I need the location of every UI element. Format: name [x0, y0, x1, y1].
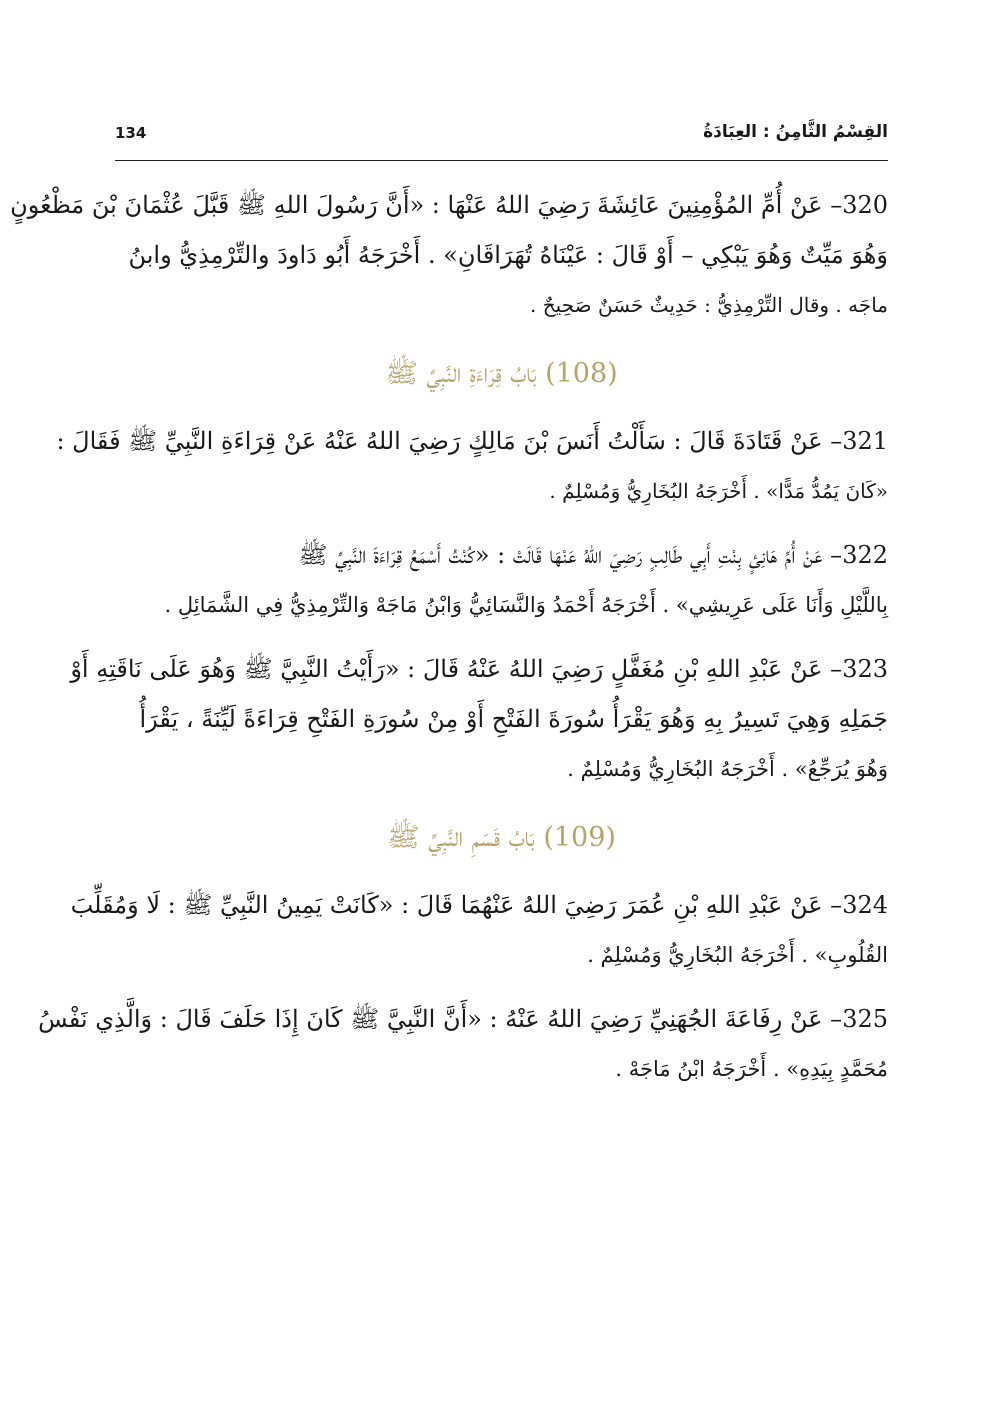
page-body [10, 180, 888, 1108]
chapter-heading-108: (108) بَابُ قِرَاءَةِ النَّبِيِّ ﷺ [385, 358, 618, 389]
hadith-line: بِاللَّيْلِ وَأَنَا عَلَى عَرِيشِي» . أَخْرَجَهُ أَحْمَدُ وَالنَّسَائِيُّ وَابْنُ مَاجَهْ وَالتِّرْمِذِيُّ فِي الشَّمَائِلِ . [164, 593, 888, 617]
hadith-line: «كَانَ يَمُدُّ مَدًّا» . أَخْرَجَهُ البُخَارِيُّ وَمُسْلِمٌ . [549, 479, 888, 503]
running-header [115, 118, 888, 158]
chapter-heading-109: (109) بَابُ قَسَمِ النَّبِيِّ ﷺ [387, 822, 616, 853]
hadith-line: 320– عَنْ أُمِّ المُؤْمِنِينَ عَائِشَةَ رَضِيَ اللهُ عَنْهَا : «أَنَّ رَسُولَ اللهِ ﷺ قَبَّلَ عُثْمَانَ بْنَ مَظْعُونٍ [10, 191, 888, 219]
hadith-line: ماجَه . وقال التِّرْمِذِيُّ : حَدِيثٌ حَسَنٌ صَحِيحٌ . [530, 293, 888, 317]
hadith-320 [10, 180, 888, 330]
hadith-line: القُلُوبِ» . أَخْرَجَهُ البُخَارِيُّ وَمُسْلِمٌ . [587, 943, 888, 967]
hadith-line: مُحَمَّدٍ بِيَدِهِ» . أَخْرَجَهُ ابْنُ مَاجَهْ . [615, 1057, 888, 1081]
hadith-325 [38, 994, 888, 1094]
page-number: 134 [115, 124, 147, 142]
hadith-line: وَهُوَ يُرَجِّعُ» . أَخْرَجَهُ البُخَارِيُّ وَمُسْلِمٌ . [567, 757, 888, 781]
header-divider [115, 160, 888, 161]
hadith-line: 322– عَنْ أُمِّ هَانِئٍ بِنْتِ أَبِي طَالِبٍ رَضِيَ اللهُ عَنْهَا قَالَتْ : «كُنْتُ أَسْمَعُ قِرَاءَةَ النَّبِيِّ ﷺ [298, 541, 888, 569]
header-title: القِسْمُ الثَّامِنُ : العِبَادَةُ [703, 122, 888, 142]
hadith-line: 325– عَنْ رِفَاعَةَ الجُهَنِيِّ رَضِيَ اللهُ عَنْهُ : «أَنَّ النَّبِيَّ ﷺ كَانَ إِذَا حَلَفَ قَالَ : وَالَّذِي نَفْسُ [38, 1005, 888, 1033]
hadith-line: وَهُوَ مَيِّتٌ وَهُوَ يَبْكِي – أَوْ قَالَ : عَيْنَاهُ تُهَرَاقَانِ» . أَخْرَجَهُ أَبُو دَاودَ والتِّرْمِذِيُّ وابنُ [128, 241, 888, 269]
hadith-line: 321– عَنْ قَتَادَةَ قَالَ : سَأَلْتُ أَنَسَ بْنَ مَالِكٍ رَضِيَ اللهُ عَنْهُ عَنْ قِرَاءَةِ النَّبِيِّ ﷺ فَقَالَ : [56, 427, 888, 455]
hadith-321 [56, 416, 888, 516]
hadith-323 [70, 644, 888, 794]
hadith-line: جَمَلِهِ وَهِيَ تَسِيرُ بِهِ وَهُوَ يَقْرَأُ سُورَةَ الفَتْحِ أَوْ مِنْ سُورَةِ الفَتْحِ قِرَاءَةً لَيِّنَةً ، يَقْرَأُ [139, 705, 888, 733]
hadith-line: 323– عَنْ عَبْدِ اللهِ بْنِ مُغَفَّلٍ رَضِيَ اللهُ عَنْهُ قَالَ : «رَأَيْتُ النَّبِيَّ ﷺ وَهُوَ عَلَى نَاقَتِهِ أَوْ [70, 655, 888, 683]
hadith-322 [115, 530, 888, 630]
hadith-324 [70, 880, 888, 980]
hadith-line: 324– عَنْ عَبْدِ اللهِ بْنِ عُمَرَ رَضِيَ اللهُ عَنْهُمَا قَالَ : «كَانَتْ يَمِينُ النَّبِيِّ ﷺ : لَا وَمُقَلِّبَ [70, 891, 888, 919]
